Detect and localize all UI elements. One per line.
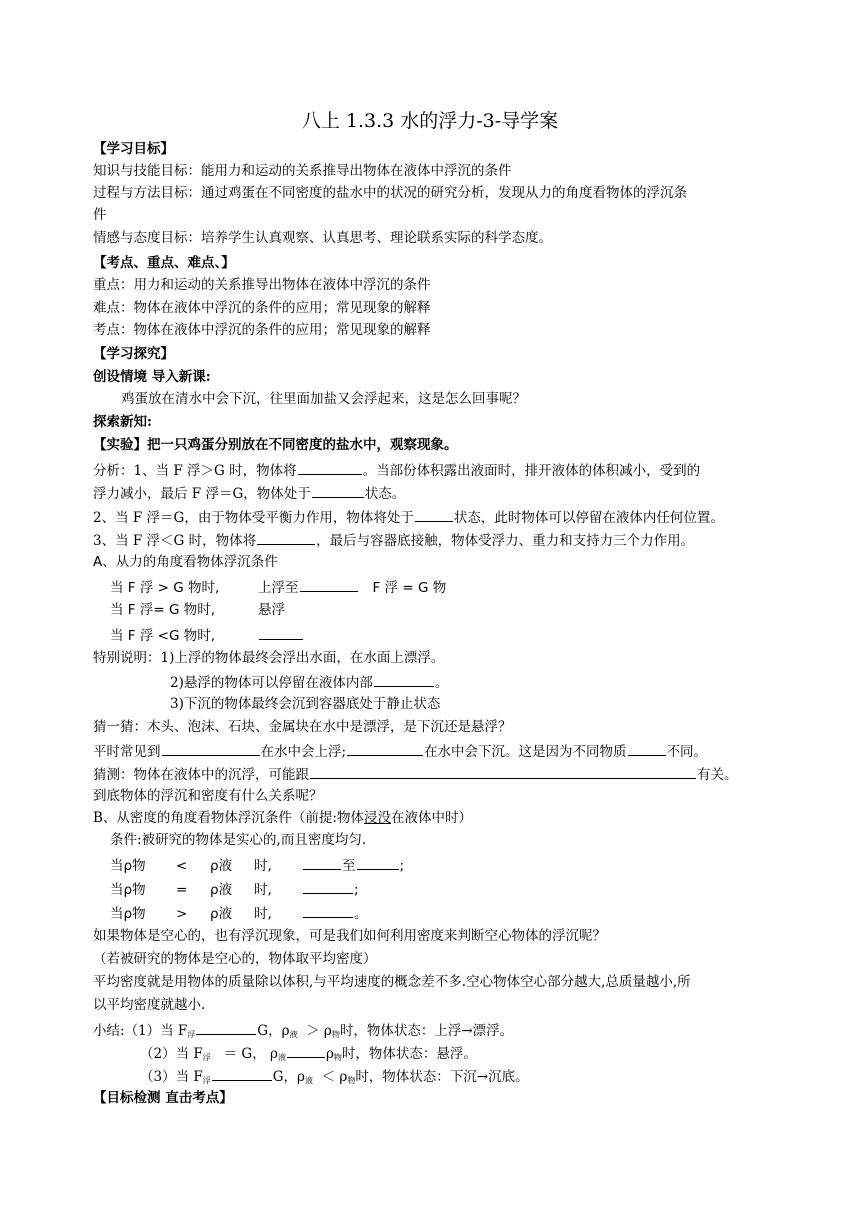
fill-blank[interactable] bbox=[298, 459, 362, 475]
analysis-line1: 分析：1、当 F 浮＞G 时，物体将 。当部份体积露出液面时，排开液体的体积减小，受到的 bbox=[93, 459, 800, 479]
fill-blank[interactable] bbox=[259, 624, 303, 640]
section-heading-goals: 【学习目标】 bbox=[93, 141, 174, 157]
fill-blank[interactable] bbox=[303, 902, 353, 918]
fill-blank[interactable] bbox=[310, 763, 696, 779]
fill-blank[interactable] bbox=[312, 482, 364, 498]
section-heading-explore: 【学习探究】 bbox=[93, 346, 174, 362]
fill-blank[interactable] bbox=[303, 878, 353, 894]
fill-blank[interactable] bbox=[374, 671, 434, 687]
section-b-condition: 条件:被研究的物体是实心的,而且密度均匀. bbox=[110, 832, 367, 848]
new-knowledge-heading: 探索新知: bbox=[93, 414, 152, 430]
fill-blank[interactable] bbox=[212, 1065, 272, 1081]
goal-knowledge: 知识与技能目标：能用力和运动的关系推导出物体在液体中浮沉的条件 bbox=[93, 163, 512, 179]
fill-blank[interactable] bbox=[300, 576, 358, 592]
fill-blank[interactable] bbox=[257, 529, 315, 545]
hollow-question: 如果物体是空心的，也有浮沉现象，可是我们如何利用密度来判断空心物体的浮沉呢？ bbox=[93, 928, 606, 944]
goal-attitude: 情感与态度目标：培养学生认真观察、认真思考、理论联系实际的科学态度。 bbox=[93, 230, 552, 246]
guess-line3: 猜测：物体在液体中的沉浮，可能跟 有关。 bbox=[93, 763, 800, 783]
experiment-heading: 【实验】把一只鸡蛋分别放在不同密度的盐水中，观察现象。 bbox=[93, 437, 458, 453]
density-condition-row1: 当ρ物 < ρ液 时, 至 ; bbox=[110, 854, 800, 874]
average-density-line1: 平均密度就是用物体的质量除以体积,与平均速度的概念差不多.空心物体空心部分越大,总质量越小,所 bbox=[93, 974, 691, 990]
page-title: 八上 1.3.3 水的浮力-3-导学案 bbox=[301, 110, 559, 132]
goal-process-line1: 过程与方法目标：通过鸡蛋在不同密度的盐水中的状况的研究分析，发现从力的角度看物体的浮沉条 bbox=[93, 185, 687, 201]
force-condition-row2: 当 F 浮= G 物时, 悬浮 bbox=[110, 602, 285, 618]
fill-blank[interactable] bbox=[628, 740, 666, 756]
summary-row2: （2）当 $F_浮$ ＝ G， $\rho_液$ $\rho_物$时，物体状态：悬浮。 bbox=[140, 1042, 800, 1062]
exam-point: 考点：物体在液体中浮沉的条件的应用；常见现象的解释 bbox=[93, 322, 431, 338]
density-question: 到底物体的浮沉和密度有什么关系呢？ bbox=[93, 788, 323, 804]
analysis-line2: 浮力减小，最后 F 浮＝G，物体处于 状态。 bbox=[93, 482, 800, 502]
density-condition-row2: 当ρ物 = ρ液 时, ; bbox=[110, 878, 800, 898]
goal-process-line2: 件 bbox=[93, 207, 107, 223]
average-density-line2: 以平均密度就越小. bbox=[93, 997, 206, 1013]
section-heading-keys: 【考点、重点、难点、】 bbox=[93, 255, 235, 271]
fill-blank[interactable] bbox=[303, 854, 341, 870]
special-note2: 2)悬浮的物体可以停留在液体内部 。 bbox=[170, 671, 800, 691]
hollow-note: （若被研究的物体是空心的，物体取平均密度） bbox=[93, 951, 377, 967]
special-note1: 特别说明：1)上浮的物体最终会浮出水面，在水面上漂浮。 bbox=[93, 650, 445, 666]
analysis-line3: 2、当 F 浮＝G，由于物体受平衡力作用，物体将处于 状态，此时物体可以停留在液体内任何位置。 bbox=[93, 506, 800, 526]
section-b-heading: B、从密度的角度看物体浮沉条件（前提:物体浸没在液体中时） bbox=[93, 810, 472, 826]
guess-question: 猜一猜：木头、泡沫、石块、金属块在水中是漂浮，是下沉还是悬浮？ bbox=[93, 719, 512, 735]
fill-blank[interactable] bbox=[196, 1019, 256, 1035]
intro-heading: 创设情境 导入新课: bbox=[93, 369, 211, 385]
intro-text: 鸡蛋放在清水中会下沉，往里面加盐又会浮起来，这是怎么回事呢？ bbox=[121, 391, 526, 407]
force-condition-row1: 当 F 浮 > G 物时, 上浮至 F 浮 = G 物 bbox=[110, 576, 800, 596]
summary-row1: 小结:（1）当 $F_浮$ G，$\rho_液 > \rho_物$时，物体状态：上浮→漂浮。 bbox=[93, 1019, 800, 1039]
force-condition-row3: 当 F 浮 <G 物时, bbox=[110, 624, 800, 644]
section-heading-test: 【目标检测 直击考点】 bbox=[93, 1090, 233, 1106]
key-point: 重点：用力和运动的关系推导出物体在液体中浮沉的条件 bbox=[93, 277, 431, 293]
fill-blank[interactable] bbox=[162, 740, 260, 756]
section-a-heading: A、从力的角度看物体浮沉条件 bbox=[93, 554, 278, 570]
guess-line2: 平时常见到 在水中会上浮; 在水中会下沉。这是因为不同物质 不同。 bbox=[93, 740, 800, 760]
analysis-line4: 3、当 F 浮＜G 时，物体将 ，最后与容器底接触，物体受浮力、重力和支持力三个力作用。 bbox=[93, 529, 800, 549]
fill-blank[interactable] bbox=[347, 740, 423, 756]
fill-blank[interactable] bbox=[357, 854, 399, 870]
fill-blank[interactable] bbox=[415, 506, 453, 522]
summary-row3: （3）当 $F_浮$ G，$\rho_液 < \rho_物$时，物体状态：下沉→沉底。 bbox=[140, 1065, 800, 1085]
fill-blank[interactable] bbox=[287, 1042, 325, 1058]
density-condition-row3: 当ρ物 > ρ液 时, 。 bbox=[110, 902, 800, 922]
difficult-point: 难点：物体在液体中浮沉的条件的应用；常见现象的解释 bbox=[93, 300, 431, 316]
special-note3: 3)下沉的物体最终会沉到容器底处于静止状态 bbox=[170, 696, 441, 712]
